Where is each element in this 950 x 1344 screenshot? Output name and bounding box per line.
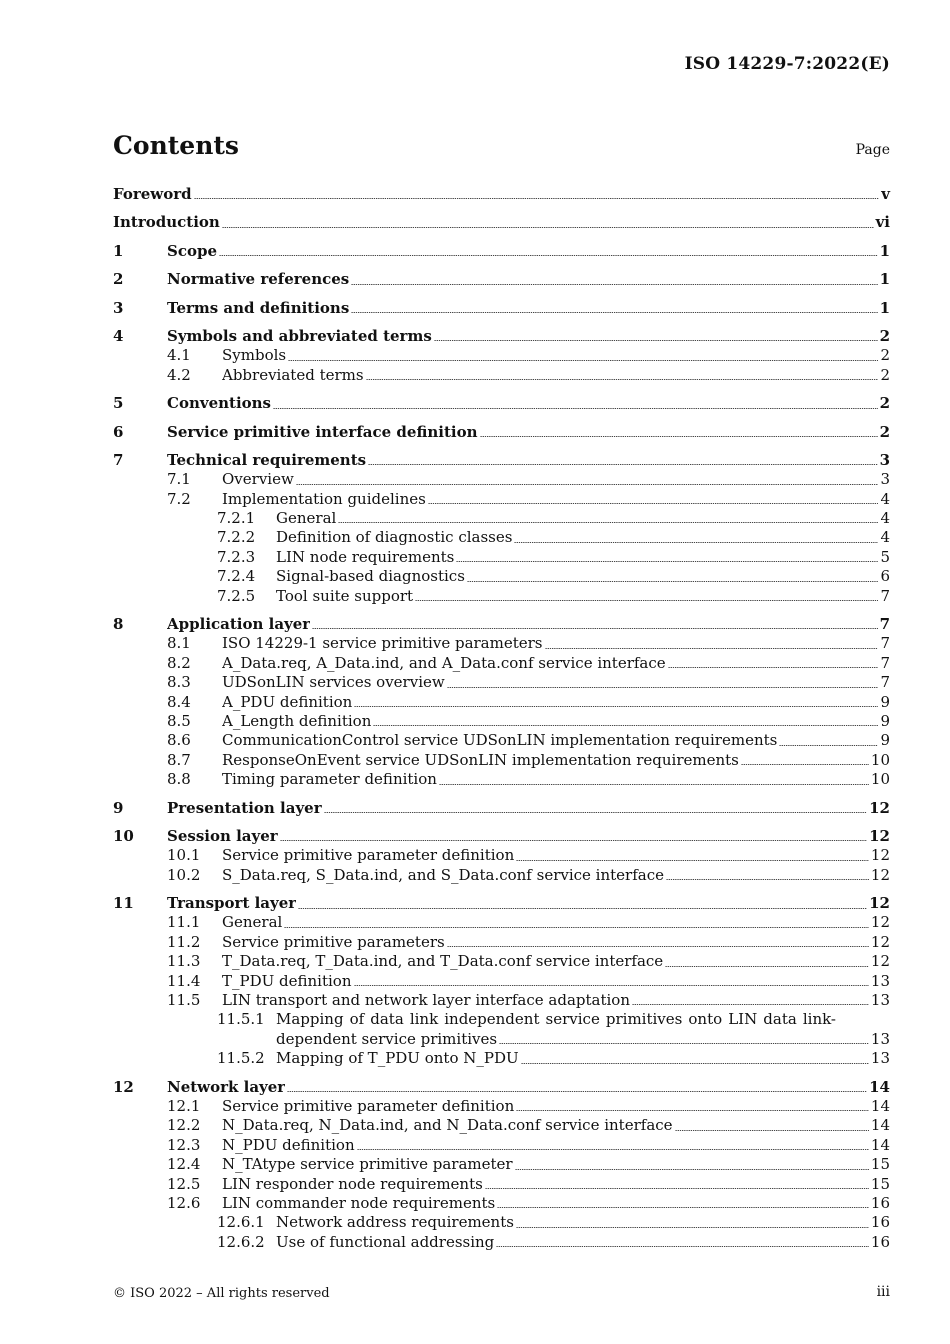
toc-entry-title: LIN transport and network layer interface adaptation (222, 991, 630, 1010)
toc-entry-page: vi (875, 213, 890, 232)
toc-entry-number: 4 (113, 326, 124, 345)
copyright-notice: © ISO 2022 – All rights reserved (113, 1286, 330, 1301)
toc-entry-page: 4 (880, 528, 890, 547)
toc-entry-title: Presentation layer (167, 798, 322, 817)
toc-entry-page: 12 (870, 952, 890, 971)
toc-entry[interactable] (113, 673, 890, 692)
toc-entry-title: Mapping of T_PDU onto N_PDU (276, 1049, 519, 1068)
page-number: iii (876, 1284, 890, 1300)
toc-entry-title: Overview (222, 470, 294, 489)
toc-entry[interactable] (113, 1233, 890, 1252)
toc-entry-number: 8.3 (167, 673, 191, 692)
toc-entry[interactable] (113, 1010, 890, 1029)
dot-leader (354, 706, 878, 707)
toc-entry-number: 12.4 (167, 1155, 201, 1174)
toc-spacer (113, 818, 890, 827)
toc-entry-page: 13 (870, 991, 890, 1010)
toc-entry[interactable] (113, 528, 890, 547)
toc-entry-title: General (222, 913, 283, 932)
toc-entry-title: Terms and definitions (167, 298, 350, 317)
dot-leader (357, 1149, 869, 1150)
toc-entry[interactable] (113, 1078, 890, 1097)
toc-entry[interactable] (113, 1213, 890, 1232)
toc-entry-title: Introduction (113, 213, 220, 232)
toc-entry-page: 15 (870, 1155, 890, 1174)
dot-leader (312, 628, 877, 629)
dot-leader (373, 725, 878, 726)
page-column-label: Page (855, 142, 890, 158)
toc-entry-number: 8.4 (167, 692, 191, 711)
toc-entry-number: 12.3 (167, 1135, 201, 1154)
toc-entry-page: 14 (870, 1135, 890, 1154)
toc-entry-title: dependent service primitives (276, 1029, 498, 1048)
dot-leader (514, 542, 878, 543)
dot-leader (298, 908, 867, 909)
toc-entry-page: 12 (870, 846, 890, 865)
dot-leader (496, 1246, 869, 1247)
toc-entry[interactable] (113, 799, 890, 818)
table-of-contents (113, 185, 890, 1252)
toc-entry[interactable] (113, 567, 890, 586)
dot-leader (273, 408, 878, 409)
toc-entry-number: 8.7 (167, 750, 191, 769)
dot-leader (632, 1004, 869, 1005)
toc-entry-number: 8.6 (167, 731, 191, 750)
dot-leader (480, 436, 878, 437)
toc-entry-title: LIN responder node requirements (222, 1174, 483, 1193)
toc-entry-page: 2 (880, 365, 890, 384)
toc-spacer (113, 233, 890, 242)
toc-entry-title: Symbols (222, 346, 287, 365)
toc-entry-title: Symbols and abbreviated terms (167, 326, 432, 345)
toc-entry-title: Service primitive parameter definition (222, 1097, 515, 1116)
toc-entry-page: 12 (870, 932, 890, 951)
toc-entry[interactable] (113, 693, 890, 712)
dot-leader (219, 255, 878, 256)
toc-entry-number: 1 (113, 241, 124, 260)
toc-entry[interactable] (113, 548, 890, 567)
dot-leader (288, 360, 878, 361)
toc-entry-title: Application layer (167, 615, 311, 634)
toc-entry-title: Transport layer (167, 894, 297, 913)
toc-entry-number: 11.5.2 (217, 1049, 265, 1068)
dot-leader (296, 484, 879, 485)
toc-entry-title: Foreword (113, 184, 192, 203)
toc-entry[interactable] (113, 213, 890, 232)
dot-leader (324, 812, 868, 813)
toc-entry[interactable] (113, 470, 890, 489)
toc-spacer (113, 442, 890, 451)
dot-leader (516, 1227, 869, 1228)
dot-leader (545, 648, 879, 649)
dot-leader (741, 764, 869, 765)
toc-entry-number: 11.1 (167, 913, 201, 932)
toc-entry-page: 14 (870, 1116, 890, 1135)
dot-leader (284, 927, 869, 928)
toc-entry-number: 11.3 (167, 952, 201, 971)
toc-entry-title: Service primitive parameters (222, 932, 445, 951)
toc-entry-page: 2 (879, 326, 890, 345)
toc-entry-page: 2 (879, 422, 890, 441)
toc-entry-page: 7 (880, 634, 890, 653)
toc-entry-page: 1 (879, 298, 890, 317)
toc-spacer (113, 385, 890, 394)
toc-entry-number: 7.2.1 (217, 509, 256, 528)
toc-spacer (113, 885, 890, 894)
toc-entry-number: 7.2.3 (217, 547, 256, 566)
toc-entry-title: Definition of diagnostic classes (276, 528, 513, 547)
toc-entry[interactable] (113, 299, 890, 318)
toc-entry-title: Normative references (167, 270, 350, 289)
toc-entry-page: 16 (870, 1193, 890, 1212)
toc-entry-page: 13 (870, 1049, 890, 1068)
toc-entry-title: A_Length definition (222, 711, 372, 730)
toc-entry[interactable] (113, 1116, 890, 1135)
dot-leader (485, 1188, 869, 1189)
dot-leader (668, 667, 879, 668)
toc-entry-continuation[interactable] (276, 1030, 890, 1049)
toc-entry-number: 8 (113, 615, 124, 634)
toc-entry-title: Tool suite support (276, 586, 414, 605)
toc-entry-number: 2 (113, 270, 124, 289)
toc-entry-page: 14 (870, 1097, 890, 1116)
toc-entry[interactable] (113, 185, 890, 204)
toc-entry-title: S_Data.req, S_Data.ind, and S_Data.conf service interface (222, 865, 664, 884)
toc-entry-page: 6 (880, 567, 890, 586)
document-id: ISO 14229-7:2022(E) (684, 54, 890, 74)
toc-entry-page: 10 (870, 770, 890, 789)
dot-leader (447, 946, 869, 947)
toc-entry-title: CommunicationControl service UDSonLIN implementation requirements (222, 731, 778, 750)
dot-leader (516, 860, 869, 861)
toc-entry-title: Signal-based diagnostics (276, 567, 465, 586)
toc-entry-number: 6 (113, 422, 124, 441)
dot-leader (666, 879, 869, 880)
toc-entry-number: 12 (113, 1077, 134, 1096)
toc-entry[interactable] (113, 894, 890, 913)
toc-entry[interactable] (113, 509, 890, 528)
toc-entry-title: Timing parameter definition (222, 770, 437, 789)
toc-entry-title: Conventions (167, 394, 271, 413)
toc-entry-number: 3 (113, 298, 124, 317)
toc-entry[interactable] (113, 827, 890, 846)
toc-entry-page: 7 (880, 653, 890, 672)
toc-entry[interactable] (113, 1194, 890, 1213)
toc-entry-number: 5 (113, 394, 124, 413)
toc-entry-number: 11.5 (167, 991, 201, 1010)
toc-entry[interactable] (113, 751, 890, 770)
toc-entry-title: Use of functional addressing (276, 1232, 495, 1251)
toc-entry-number: 8.1 (167, 634, 191, 653)
toc-entry-page: 14 (869, 1077, 890, 1096)
toc-entry-number: 12.5 (167, 1174, 201, 1193)
toc-entry[interactable] (113, 1136, 890, 1155)
toc-spacer (113, 318, 890, 327)
toc-entry[interactable] (113, 654, 890, 673)
toc-entry-title: Network layer (167, 1077, 286, 1096)
toc-entry-title: UDSonLIN services overview (222, 673, 445, 692)
toc-entry-title: T_PDU definition (222, 971, 352, 990)
toc-spacer (113, 606, 890, 615)
toc-entry-title: LIN node requirements (276, 547, 455, 566)
toc-entry-number: 7.1 (167, 470, 191, 489)
toc-entry-page: 4 (880, 509, 890, 528)
dot-leader (428, 503, 879, 504)
toc-entry-page: 9 (880, 692, 890, 711)
dot-leader (499, 1043, 869, 1044)
toc-entry-number: 7.2.5 (217, 586, 256, 605)
page-title: Contents (113, 131, 240, 160)
toc-entry[interactable] (113, 1155, 890, 1174)
toc-entry[interactable] (113, 423, 890, 442)
toc-entry-page: 12 (869, 894, 890, 913)
toc-entry-title: Mapping of data link independent service primitives onto LIN data link- (276, 1010, 836, 1029)
toc-entry[interactable] (113, 770, 890, 789)
toc-entry-number: 11.4 (167, 971, 201, 990)
toc-entry-page: 9 (880, 711, 890, 730)
dot-leader (675, 1130, 869, 1131)
toc-entry-page: 12 (869, 798, 890, 817)
toc-entry[interactable] (113, 366, 890, 385)
toc-entry-title: Network address requirements (276, 1213, 514, 1232)
toc-entry[interactable] (113, 451, 890, 470)
toc-entry[interactable] (113, 270, 890, 289)
toc-entry-number: 10 (113, 826, 134, 845)
toc-entry-title: LIN commander node requirements (222, 1193, 496, 1212)
toc-entry-number: 8.8 (167, 770, 191, 789)
toc-entry-number: 7.2 (167, 489, 191, 508)
dot-leader (368, 464, 877, 465)
toc-entry[interactable] (113, 394, 890, 413)
toc-entry[interactable] (113, 327, 890, 346)
toc-entry-title: General (276, 509, 337, 528)
toc-entry-title: ISO 14229-1 service primitive parameters (222, 634, 543, 653)
toc-entry[interactable] (113, 991, 890, 1010)
dot-leader (351, 284, 877, 285)
toc-entry-title: A_Data.req, A_Data.ind, and A_Data.conf service interface (222, 653, 666, 672)
dot-leader (516, 1110, 869, 1111)
toc-spacer (113, 261, 890, 270)
dot-leader (456, 561, 878, 562)
dot-leader (439, 784, 869, 785)
toc-entry-page: 7 (880, 673, 890, 692)
dot-leader (338, 522, 878, 523)
toc-entry-page: 7 (880, 586, 890, 605)
dot-leader (665, 966, 869, 967)
toc-entry-title: Abbreviated terms (222, 365, 364, 384)
dot-leader (415, 600, 878, 601)
toc-entry-page: 3 (880, 470, 890, 489)
toc-entry[interactable] (113, 490, 890, 509)
toc-entry-title: Session layer (167, 826, 278, 845)
toc-entry-number: 7.2.4 (217, 567, 256, 586)
toc-entry-page: 2 (879, 394, 890, 413)
toc-entry[interactable] (113, 846, 890, 865)
dot-leader (222, 227, 874, 228)
toc-spacer (113, 204, 890, 213)
toc-entry[interactable] (113, 1049, 890, 1068)
toc-entry-number: 12.6 (167, 1193, 201, 1212)
toc-entry-page: 10 (870, 750, 890, 769)
toc-entry-page: 16 (870, 1213, 890, 1232)
toc-entry-number: 12.6.2 (217, 1232, 265, 1251)
toc-entry-title: N_Data.req, N_Data.ind, and N_Data.conf service interface (222, 1116, 673, 1135)
toc-entry-page: 5 (880, 547, 890, 566)
toc-entry-title: T_Data.req, T_Data.ind, and T_Data.conf service interface (222, 952, 664, 971)
toc-entry-number: 12.6.1 (217, 1213, 265, 1232)
dot-leader (434, 340, 878, 341)
toc-entry[interactable] (113, 712, 890, 731)
toc-entry-page: 7 (879, 615, 890, 634)
toc-entry[interactable] (113, 731, 890, 750)
toc-entry[interactable] (113, 914, 890, 933)
toc-entry-number: 11 (113, 894, 134, 913)
toc-entry-number: 9 (113, 798, 124, 817)
toc-entry-number: 12.2 (167, 1116, 201, 1135)
toc-entry[interactable] (113, 242, 890, 261)
dot-leader (447, 687, 879, 688)
toc-entry-title: Technical requirements (167, 450, 367, 469)
toc-entry-page: 2 (880, 346, 890, 365)
dot-leader (497, 1207, 869, 1208)
toc-entry-title: Implementation guidelines (222, 489, 426, 508)
toc-entry-number: 11.2 (167, 932, 201, 951)
toc-entry-number: 4.2 (167, 365, 191, 384)
toc-entry-title: Service primitive parameter definition (222, 846, 515, 865)
dot-leader (280, 840, 867, 841)
toc-entry-page: 9 (880, 731, 890, 750)
toc-entry[interactable] (113, 587, 890, 606)
toc-entry[interactable] (113, 952, 890, 971)
toc-entry-page: 13 (870, 1029, 890, 1048)
toc-entry[interactable] (113, 615, 890, 634)
toc-entry-title: Scope (167, 241, 218, 260)
dot-leader (366, 379, 879, 380)
toc-entry-title: ResponseOnEvent service UDSonLIN implementation requirements (222, 750, 739, 769)
toc-entry-page: 1 (879, 270, 890, 289)
dot-leader (779, 745, 878, 746)
toc-entry-title: A_PDU definition (222, 692, 353, 711)
toc-entry[interactable] (113, 972, 890, 991)
toc-entry-page: 16 (870, 1232, 890, 1251)
toc-entry-number: 12.1 (167, 1097, 201, 1116)
toc-entry-page: v (881, 184, 890, 203)
toc-entry[interactable] (113, 933, 890, 952)
toc-entry-number: 10.2 (167, 865, 201, 884)
toc-spacer (113, 290, 890, 299)
toc-spacer (113, 1069, 890, 1078)
toc-entry-number: 4.1 (167, 346, 191, 365)
toc-entry[interactable] (113, 346, 890, 365)
toc-entry-page: 12 (869, 826, 890, 845)
toc-entry-page: 12 (870, 913, 890, 932)
toc-entry-title: N_PDU definition (222, 1135, 355, 1154)
toc-entry-page: 13 (870, 971, 890, 990)
toc-entry-number: 10.1 (167, 846, 201, 865)
toc-entry-number: 8.2 (167, 653, 191, 672)
toc-entry[interactable] (113, 1097, 890, 1116)
toc-entry-page: 4 (880, 489, 890, 508)
toc-entry-page: 15 (870, 1174, 890, 1193)
toc-entry-page: 1 (879, 241, 890, 260)
toc-entry-page: 3 (879, 450, 890, 469)
dot-leader (515, 1169, 869, 1170)
dot-leader (354, 985, 869, 986)
toc-entry[interactable] (113, 634, 890, 653)
toc-entry[interactable] (113, 1175, 890, 1194)
toc-spacer (113, 790, 890, 799)
toc-entry-number: 7.2.2 (217, 528, 256, 547)
toc-entry-page: 12 (870, 865, 890, 884)
toc-spacer (113, 414, 890, 423)
toc-entry-title: N_TAtype service primitive parameter (222, 1155, 513, 1174)
toc-entry-number: 11.5.1 (217, 1010, 265, 1029)
dot-leader (467, 581, 879, 582)
dot-leader (521, 1063, 869, 1064)
toc-entry-title: Service primitive interface definition (167, 422, 478, 441)
dot-leader (351, 312, 877, 313)
dot-leader (287, 1091, 867, 1092)
toc-entry-number: 8.5 (167, 711, 191, 730)
toc-entry-number: 7 (113, 450, 124, 469)
toc-entry[interactable] (113, 866, 890, 885)
dot-leader (194, 198, 880, 199)
